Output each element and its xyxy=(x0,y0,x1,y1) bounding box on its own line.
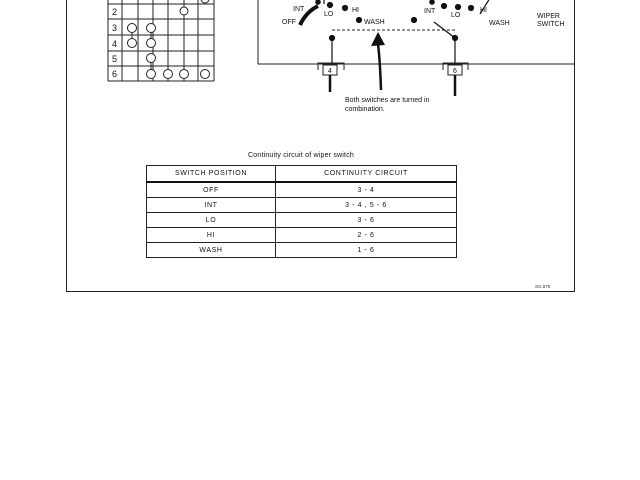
left-off-label: OFF xyxy=(282,19,296,26)
matrix-row-label: 2 xyxy=(112,7,118,17)
continuity-cell: 3 - 4 , 5 - 6 xyxy=(276,198,457,213)
matrix-row-label: 3 xyxy=(112,23,118,33)
table-row xyxy=(147,198,457,213)
right-wash-label: WASH xyxy=(489,20,510,27)
table-row xyxy=(147,243,457,258)
table-row xyxy=(147,213,457,228)
switch-position-cell: HI xyxy=(147,228,276,243)
figure-code: SG.875 xyxy=(535,284,551,289)
table-row xyxy=(147,182,457,198)
continuity-cell: 2 - 6 xyxy=(276,228,457,243)
note-text: combination. xyxy=(345,106,385,113)
arrow-head xyxy=(371,32,385,46)
wiper-switch-schematic xyxy=(0,0,640,130)
right-int-label: INT xyxy=(424,8,436,15)
matrix-row-label: 4 xyxy=(112,39,118,49)
right-hi-label: HI xyxy=(480,7,487,14)
continuity-cell: 3 - 6 xyxy=(276,213,457,228)
right-lo-label: LO xyxy=(451,12,461,19)
left-wash-label: WASH xyxy=(364,19,385,26)
component-label: WIPER xyxy=(537,13,560,20)
note-text: Both switches are turned in xyxy=(345,97,430,104)
note-arrow xyxy=(378,44,381,90)
table-row xyxy=(147,228,457,243)
left-lo-label: LO xyxy=(324,11,334,18)
switch-position-cell: INT xyxy=(147,198,276,213)
left-int-label: INT xyxy=(293,6,305,13)
component-label: SWITCH xyxy=(537,21,565,28)
column-header: SWITCH POSITION xyxy=(147,166,276,183)
left-connector-label: 4 xyxy=(328,68,332,75)
right-connector-label: 6 xyxy=(453,68,457,75)
right-connector xyxy=(443,63,468,96)
table-header-row xyxy=(147,166,457,183)
matrix-row-label: 6 xyxy=(112,69,118,79)
matrix-row-label: 5 xyxy=(112,54,118,64)
continuity-title: Continuity circuit of wiper switch xyxy=(248,152,354,159)
left-hi-label: HI xyxy=(352,7,359,14)
switch-position-cell: OFF xyxy=(147,182,276,198)
continuity-cell: 1 - 6 xyxy=(276,243,457,258)
switch-position-cell: WASH xyxy=(147,243,276,258)
left-connector xyxy=(318,63,344,92)
switch-position-cell: LO xyxy=(147,213,276,228)
continuity-cell: 3 - 4 xyxy=(276,182,457,198)
continuity-table xyxy=(146,165,457,258)
column-header: CONTINUITY CIRCUIT xyxy=(276,166,457,183)
